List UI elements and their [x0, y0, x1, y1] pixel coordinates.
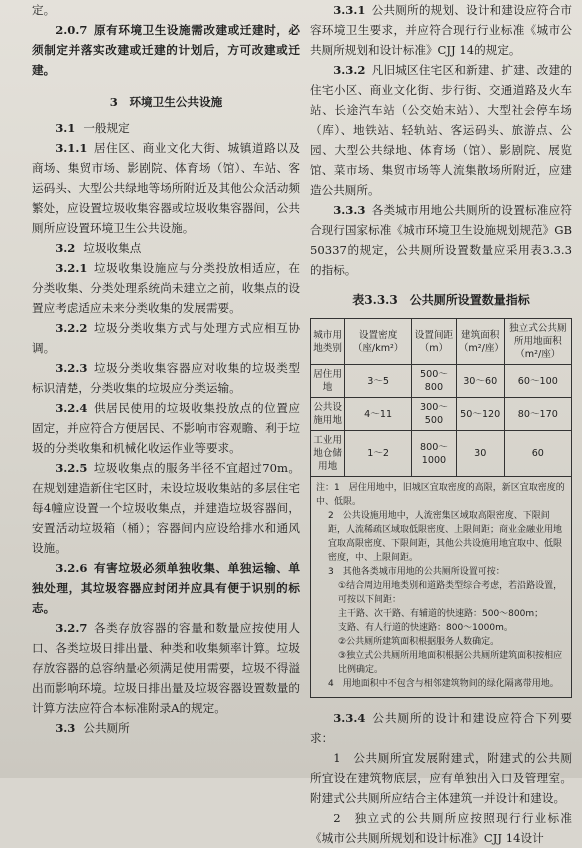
clause-3-3-4-item-2: 2 独立式的公共厕所应按照现行行业标准《城市公共厕所规划和设计标准》CJJ 14设计	[310, 811, 572, 845]
chapter-3-heading: 3 环境卫生公共设施	[109, 95, 223, 109]
table-cell: 工业用地仓储用地	[311, 431, 345, 477]
clause-3-3-4: 3.3.4 公共厕所的设计和建设应符合下列要求：	[310, 711, 572, 745]
clause-3-3-1: 3.3.1 公共厕所的规划、设计和建设应符合市容环境卫生要求，并应符合现行行业标准《城市公共厕所规划和设计标准》CJJ 14的规定。	[310, 3, 572, 57]
clause-3-3-3: 3.3.3 各类城市用地公共厕所的设置标准应符合现行国家标准《城市环境卫生设施规划规范》GB 50337的规定，公共厕所设置数量应采用表3.3.3的指标。	[310, 203, 572, 277]
clause-2-0-7: 2.0.7 原有环境卫生设施需改建或迁建时，必须制定并落实改建或迁建的计划后，方可改建或迁建。	[32, 23, 300, 77]
table-cell: 50～120	[456, 398, 504, 431]
clause-3-2-5: 3.2.5 垃圾收集点的服务半径不宜超过70m。在规划建造新住宅区时，未设垃圾收集站的多层住宅每4幢应设置一个垃圾收集点，并建造垃圾容器间，安置活动垃圾箱（桶）；容器间内应设给排水和通风设施。	[32, 461, 300, 555]
left-column	[32, 0, 300, 738]
clause-3-2-6: 3.2.6 有害垃圾必须单独收集、单独运输、单独处理，其垃圾容器应封闭并应具有便于识别的标志。	[32, 561, 300, 615]
note-item: 3 其他各类城市用地的公共厕所设置可按：	[328, 567, 505, 577]
section-3-2-heading: 3.2 垃圾收集点	[55, 241, 142, 255]
table-header-cell: 建筑面积（m²/座）	[456, 319, 504, 365]
table-row	[311, 398, 572, 431]
table-cell: 4～11	[345, 398, 412, 431]
table-notes	[310, 477, 572, 698]
clause-3-3-4-item-1: 1 公共厕所宜发展附建式，附建式的公共厕所宜设在建筑物底层，应有单独出入口及管理室。附建式公共厕所应结合主体建筑一并设计和建设。	[310, 751, 572, 805]
note-item: ①结合周边用地类别和道路类型综合考虑，若沿路设置，可按以下间距：	[338, 581, 563, 605]
note-item: ②公共厕所建筑面积根据服务人数确定。	[338, 637, 500, 647]
table-header-cell: 设置密度（座/km²）	[345, 319, 412, 365]
section-3-3-heading: 3.3 公共厕所	[55, 721, 130, 735]
table-cell: 60	[504, 431, 571, 477]
table-header-cell: 城市用地类别	[311, 319, 345, 365]
table-header-cell: 独立式公共厕所用地面积（m²/座）	[504, 319, 571, 365]
table-cell: 居住用地	[311, 365, 345, 398]
table-row	[311, 431, 572, 477]
table-cell: 30～60	[456, 365, 504, 398]
right-column	[310, 0, 572, 848]
note-item: 4 用地面积中不包含与相邻建筑物间的绿化隔离带用地。	[328, 679, 559, 689]
note-item: ③独立式公共厕所用地面积根据公共厕所建筑面积按相应比例确定。	[338, 651, 563, 675]
toilet-density-table	[310, 318, 572, 477]
clause-3-2-3: 3.2.3 垃圾分类收集容器应对收集的垃圾类型标识清楚，分类收集的垃圾应分类运输。	[32, 361, 300, 395]
table-cell: 500～800	[412, 365, 457, 398]
table-cell: 800～1000	[412, 431, 457, 477]
clause-3-2-7: 3.2.7 各类存放容器的容量和数量应按使用人口、各类垃圾日排出量、种类和收集频率计算。垃圾存放容器的总容纳量必须满足使用需要，垃圾不得溢出而影响环境。垃圾日排出量及垃圾容器设置数量的计算方法应符合本标准附录A的规定。	[32, 621, 300, 715]
table-cell: 80～170	[504, 398, 571, 431]
table-cell: 3～5	[345, 365, 412, 398]
section-3-1-heading: 3.1 一般规定	[55, 121, 130, 135]
table-row	[311, 365, 572, 398]
table-cell: 60～100	[504, 365, 571, 398]
note-item: 主干路、次干路、有辅道的快速路：500～800m；	[338, 609, 544, 619]
table-cell: 公共设施用地	[311, 398, 345, 431]
table-cell: 300～500	[412, 398, 457, 431]
table-cell: 30	[456, 431, 504, 477]
clause-3-2-4: 3.2.4 供居民使用的垃圾收集投放点的位置应固定，并应符合方便居民、不影响市容观瞻、利于垃圾的分类收集和机械化收运作业等要求。	[32, 401, 300, 455]
table-3-3-3-title: 表3.3.3 公共厕所设置数量指标	[352, 293, 530, 307]
clause-3-1-1: 3.1.1 居住区、商业文化大街、城镇道路以及商场、集贸市场、影剧院、体育场（馆）、车站、客运码头、大型公共绿地等场所附近及其他公众活动频繁处，应设置垃圾收集容器或垃圾收集容器间，公共厕所应设置环境卫生公共设施。	[32, 141, 300, 235]
table-header-cell: 设置间距（m）	[412, 319, 457, 365]
clause-3-2-2: 3.2.2 垃圾分类收集方式与处理方式应相互协调。	[32, 321, 300, 355]
note-item: 支路、有人行道的快速路：800～1000m。	[338, 623, 513, 633]
note-item: 2 公共设施用地中，人流密集区域取高限密度、下限间距，人流稀疏区域取低限密度、上限间距；商业金融业用地宜取高限密度、下限间距，其他公共设施用地宜取中、低限密度，中、上限间距。	[328, 511, 563, 563]
table-cell: 1～2	[345, 431, 412, 477]
clause-3-3-2: 3.3.2 凡旧城区住宅区和新建、扩建、改建的住宅小区、商业文化街、步行街、交通道路及火车站、长途汽车站（公交始末站）、大型社会停车场（库）、地铁站、轻轨站、客运码头、旅游点、公园、大型公共绿地、体育场（馆）、影剧院、展览馆、菜市场、集贸市场等人流集散场所附近，应建造公共厕所。	[310, 63, 572, 197]
clause-3-2-1: 3.2.1 垃圾收集设施应与分类投放相适应，在分类收集、分类处理系统尚未建立之前，收集点的设置应考虑适应未来分类收集的发展需要。	[32, 261, 300, 315]
table-header-row	[311, 319, 572, 365]
top-fragment: 定。	[32, 3, 56, 17]
note-item: 注：1 居住用地中，旧城区宜取密度的高限，新区宜取密度的中、低限。	[316, 483, 565, 507]
